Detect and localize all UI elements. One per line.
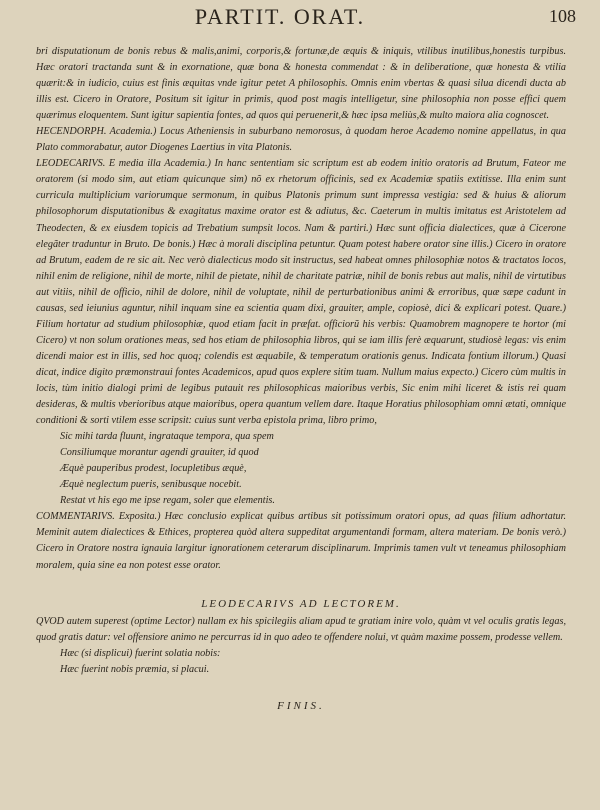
closing-verse [60,646,566,678]
verse-line: Æquè pauperibus prodest, locupletibus æquè, [60,463,247,475]
verse-line: Restat vt his ego me ipse regam, soler que elementis. [60,495,275,507]
verse-line: Consiliumque morantur agendi grauiter, id quod [60,447,259,459]
verse-quotation [60,429,566,509]
page-number: 108 [549,6,576,26]
finis: FINIS. [277,699,325,712]
section-heading: LEODECARIVS AD LECTOREM. [201,597,401,610]
commentary-paragraph: COMMENTARIVS. Exposita.) Hæc conclusio explicat quibus artibus sit potissimum oratori opus, ad quas filium adhortatur. Meminit autem dialectices & Ethices, propterea quòd altera suppeditat argumentandi formam, altera materiam. De bonis verò.) Cicero in Oratore nostra ignauia largitur ignorationem ceterarum disciplinarum. Imprimis tamen vult vt teneamus philosophiam moralem, quia sine ea non potest esse orator. [36,511,566,571]
address-paragraph: QVOD autem superest (optime Lector) nullam ex his spicilegiis aliam apud te gratiam inire volo, quàm vt vel oculis gratis legas, quod gratis datur: vel offensiore animo ne percurras id in quo adeo te offendere nolui, vt quàm maxime possem, prodesse vellem. [36,615,566,643]
paragraph: bri disputationum de bonis rebus & malis,animi, corporis,& fortunæ,de æquis & iniquis, vtilibus inutilibus,honestis turpibus. Hæc oratori tractanda sunt & in exornatione, quæ bona & honesta commendat : & in deliberatione, quæ honesta & vtilia quærit:& in iudicio, cuius est finis æquitas vnde igitur petet A philosophis. Omnis enim vbertas & quasi silua dicendi ducta ab illis est. Cicero in Oratore, Positum sit igitur in primis, quod post magis intelligetur, sine philosophia non posse effici quem quærimus eloquentem. Sunt igitur sapientia fontes, ad quos qui peruenerit,& hæc ipsa meliùs,& multo maiora alia cognoscet. [36,46,566,122]
verse-line: Hæc fuerint nobis præmia, si placui. [60,663,210,675]
verse-line: Sic mihi tarda fluunt, ingrataque tempora, qua spem [60,431,274,443]
main-text [36,44,566,714]
verse-line: Æquè neglectum pueris, senibusque nocebit. [60,479,242,491]
paragraph: HECENDORPH. Academia.) Locus Atheniensis in suburbano nemorosus, à quodam heroe Academo nomine appellatus, in qua Plato commorabatur, autor Diogenes Laertius in vita Platonis. [36,126,566,154]
verse-line: Hæc (si displicui) fuerint solatia nobis: [60,647,221,659]
paragraph: LEODECARIVS. E media illa Academia.) In hanc sententiam sic scriptum est ab eodem initio oratoris ad Brutum, Fateor me oratorem (si modo sim, aut etiam quicunque sim) nõ ex rhetorum officinis, sed ex Academiæ spatiis extitisse. Illa enim sunt curricula multiplicium variorumque sermonum, in quibus Platonis primum sunt impressa vestigia: sed & huius & aliorum philosophorum disputationibus & exagitatus maxime orator est & adiutus, &c. Caeterum in multis imitatus est Aristotelem ad Theodecten, & ex eiusdem topicis ad Trebatium sumpsit locos. Nam & partiri.) Hæc sunt officia dialectices, quæ à Cicerone elegãter traduntur in Bruto. De bonis.) Hæc à morali disciplina petuntur. Quam potest habere orator sine illis.) Cicero in oratore ad Brutum, eadem de re sic ait. Nec verò dialecticus modo sit instructus, sed habeat omnes philosophiæ notos & tractatos locos, nihil enim de religione, nihil de morte, nihil de pietate, nihil de charitate patriæ, nihil de bonis rebus aut malis, nihil de virtutibus aut vitiis, nihil de officio, nihil de dolore, nihil de voluptate, nihil de perturbationibus animi & erroribus, quæ sæpe cadunt in causas, sed ieiunius aguntur, nihil inquam sine ea scientia quam dixi, grauiter, ample, copiosè, dici & explicari potest. Quare.) Filium hortatur ad studium philosophiæ, quod etiam facit in præfat. officiorũ his verbis: Quamobrem magnopere te hortor (mi Cicero) vt non solum orationes meas, sed hos etiam de philosophia libros, qui se iam illis ferè æquarunt, studiosè legas: vis enim dicendi maior est in illis, sed hoc quoq; colendis est æquabile, & temperatum orationis genus. Indicata fontium illorum.) Quasi dicat, indice digito præmonstraui fontes Academicos, apud quos explere sitim tuam. Nullum maius expecto.) Cicero cùm multis in locis, tùm initio dialogi primi de legibus putauit res philosophicas maioribus verbis, Sic enim mihi liceret & istis rei quam desideras, & multis vberioribus atque maioribus, opera quantum vellem dare. Itaque Horatius philosophiam omni ætati, omnique conditioni & sorti vtilem esse scripsit: cuius sunt verba epistola prima, libro primo, [36,158,566,427]
running-head: PARTIT. ORAT. [194,4,366,29]
